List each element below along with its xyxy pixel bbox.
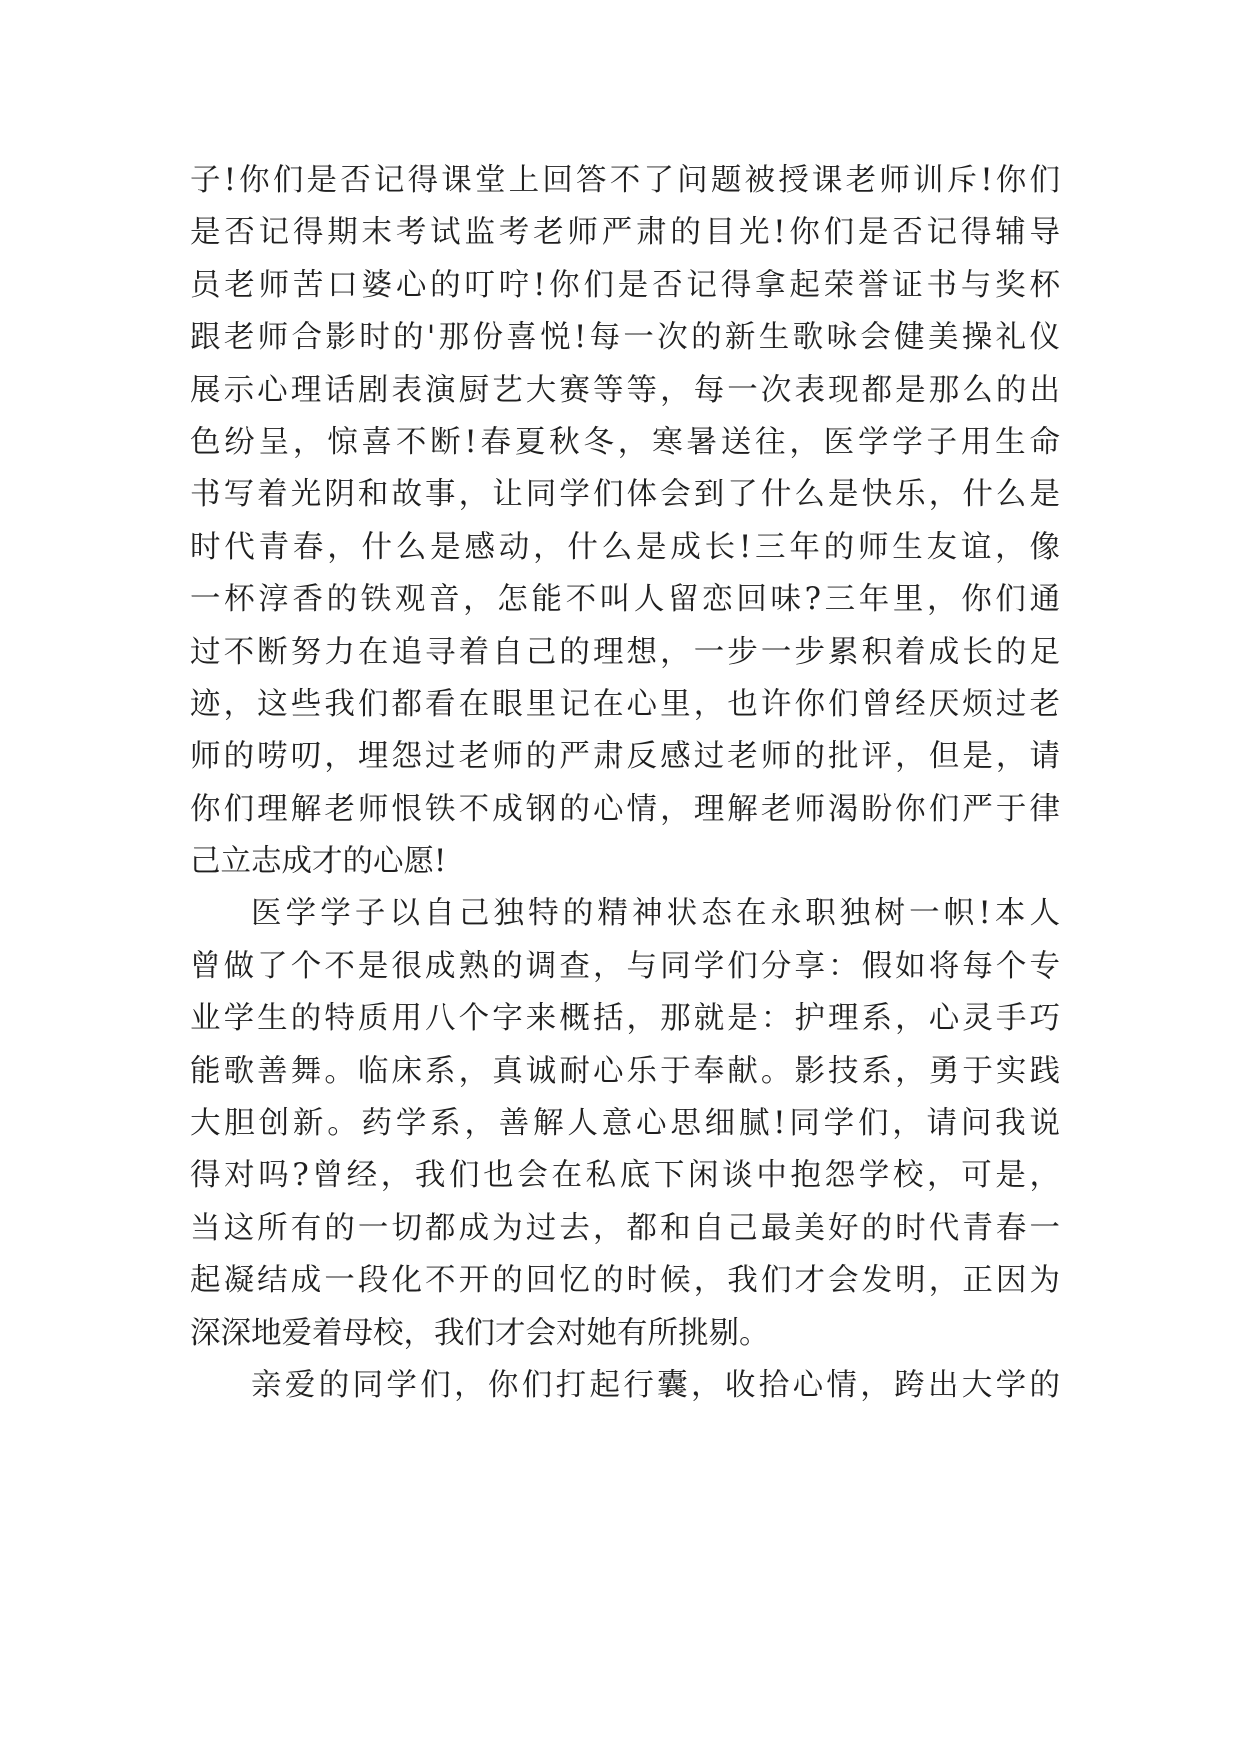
text-line: 展示心理话剧表演厨艺大赛等等，每一次表现都是那么的出 [190, 372, 1060, 408]
text-line: 医学学子以自己独特的精神状态在永职独树一帜!本人 [251, 896, 1060, 932]
text-line: 起凝结成一段化不开的回忆的时候，我们才会发明，正因为 [190, 1263, 1060, 1299]
paragraph-1 [190, 155, 1060, 888]
text-line: 是否记得期末考试监考老师严肃的目光!你们是否记得辅导 [190, 215, 1060, 251]
text-line: 当这所有的一切都成为过去，都和自己最美好的时代青春一 [190, 1210, 1060, 1246]
text-line: 己立志成才的心愿! [190, 844, 447, 880]
text-line: 能歌善舞。临床系，真诚耐心乐于奉献。影技系，勇于实践 [190, 1053, 1060, 1089]
text-line: 子!你们是否记得课堂上回答不了问题被授课老师训斥!你们 [190, 163, 1060, 198]
text-line: 书写着光阴和故事，让同学们体会到了什么是快乐，什么是 [190, 477, 1060, 513]
paragraph-3 [190, 1360, 1060, 1412]
text-line: 过不断努力在追寻着自己的理想，一步一步累积着成长的足 [190, 634, 1060, 670]
text-line: 深深地爱着母校，我们才会对她有所挑剔。 [190, 1315, 770, 1351]
text-line: 跟老师合影时的'那份喜悦!每一次的新生歌咏会健美操礼仪 [190, 320, 1060, 356]
paragraph-2 [190, 888, 1060, 1360]
text-line: 大胆创新。药学系，善解人意心思细腻!同学们，请问我说 [190, 1106, 1060, 1142]
text-line: 得对吗?曾经，我们也会在私底下闲谈中抱怨学校，可是， [190, 1158, 1060, 1194]
text-line: 迹，这些我们都看在眼里记在心里，也许你们曾经厌烦过老 [190, 686, 1060, 722]
document-body [190, 155, 1060, 1412]
text-line: 员老师苦口婆心的叮咛!你们是否记得拿起荣誉证书与奖杯 [190, 267, 1060, 303]
text-line: 你们理解老师恨铁不成钢的心情，理解老师渴盼你们严于律 [190, 791, 1060, 827]
text-line: 色纷呈，惊喜不断!春夏秋冬，寒暑送往，医学学子用生命 [190, 424, 1060, 460]
text-line: 师的唠叨，埋怨过老师的严肃反感过老师的批评，但是，请 [190, 739, 1060, 775]
text-line: 亲爱的同学们，你们打起行囊，收拾心情，跨出大学的 [251, 1367, 1060, 1403]
text-line: 时代青春，什么是感动，什么是成长!三年的师生友谊，像 [190, 529, 1060, 565]
text-line: 业学生的特质用八个字来概括，那就是：护理系，心灵手巧 [190, 1001, 1060, 1037]
text-line: 一杯淳香的铁观音，怎能不叫人留恋回味?三年里，你们通 [190, 582, 1060, 618]
text-line: 曾做了个不是很成熟的调查，与同学们分享：假如将每个专 [190, 948, 1060, 984]
